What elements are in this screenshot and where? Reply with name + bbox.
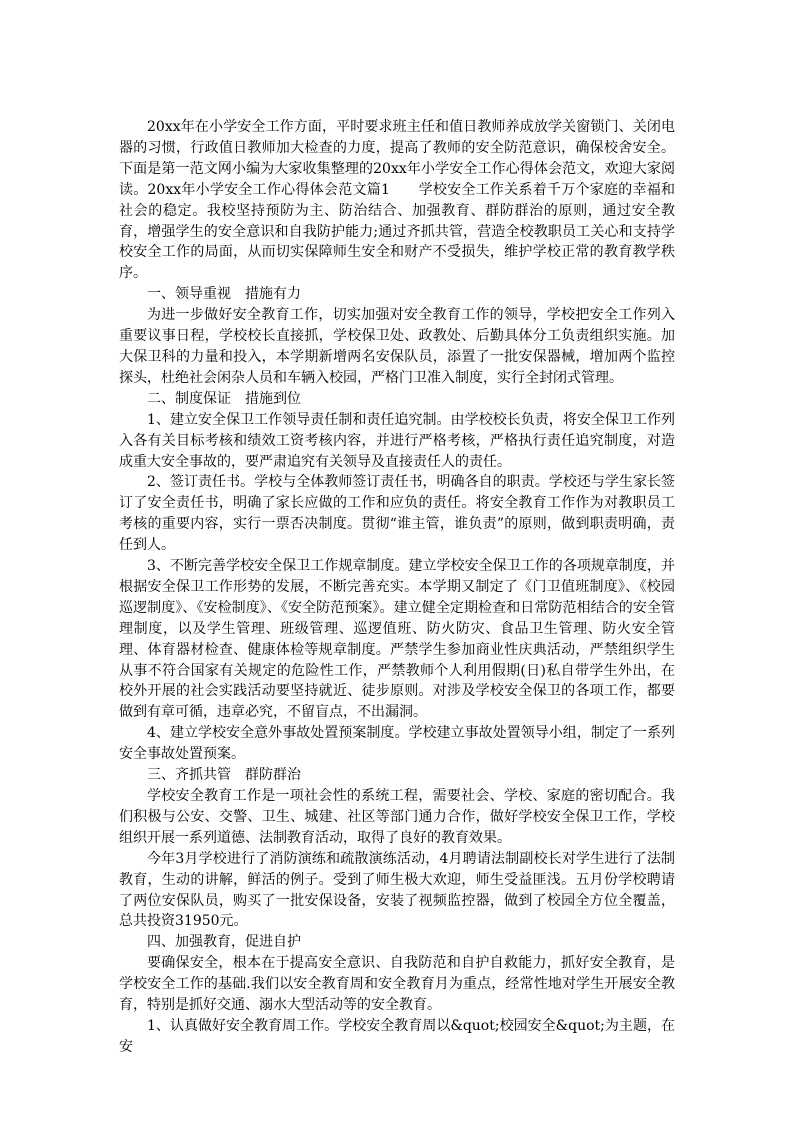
paragraph: 4、建立学校安全意外事故处置预案制度。学校建立事故处置领导小组，制定了一系列安全事故处置预案。 bbox=[119, 725, 675, 763]
paragraph: 今年3月学校进行了消防演练和疏散演练活动，4月聘请法制副校长对学生进行了法制教育，生动的讲解，鲜活的例子。受到了师生极大欢迎，师生受益匪浅。五月份学校聘请了两位安保队员，购买了一批安保设备，安装了视频监控器，做到了校园全方位全覆盖，总共投资31950元。 bbox=[119, 850, 675, 930]
paragraph: 学校安全教育工作是一项社会性的系统工程，需要社会、学校、家庭的密切配合。我们积极与公安、交警、卫生、城建、社区等部门通力合作，做好学校安全保卫工作，学校组织开展一系列道德、法制教育活动，取得了良好的教育效果。 bbox=[119, 788, 675, 846]
document-page bbox=[119, 117, 675, 1058]
paragraph: 1、建立安全保卫工作领导责任制和责任追究制。由学校校长负责，将安全保卫工作列入各有关目标考核和绩效工资考核内容，并进行严格考核，严格执行责任追究制度，对造成重大安全事故的，要严肃追究有关领导及直接责任人的责任。 bbox=[119, 411, 675, 470]
paragraph: 2、签订责任书。学校与全体教师签订责任书，明确各自的职责。学校还与学生家长签订了安全责任书，明确了家长应做的工作和应负的责任。将安全教育工作作为对教职员工考核的重要内容，实行一票否决制度。贯彻“谁主管，谁负责”的原则，做到职责明确，责任到人。 bbox=[119, 474, 675, 554]
paragraph: 要确保安全，根本在于提高安全意识、自我防范和自护自救能力，抓好安全教育，是学校安全工作的基础.我们以安全教育周和安全教育月为重点，经常性地对学生开展安全教育，特别是抓好交通、溺水大型活动等的安全教育。 bbox=[119, 955, 675, 1014]
intro-paragraph: 20xx年在小学安全工作方面，平时要求班主任和值日教师养成放学关窗锁门、关闭电器的习惯，行政值日教师加大检查的力度，提高了教师的安全防范意识，确保校舍安全。下面是第一范文网小编为大家收集整理的20xx年小学安全工作心得体会范文，欢迎大家阅读。20xx年小学安全工作心得体会范文篇1 学校安全工作关系着千万个家庭的幸福和社会的稳定。我校坚持预防为主、防治结合、加强教育、群防群治的原则，通过安全教育，增强学生的安全意识和自我防护能力;通过齐抓共管，营造全校教职员工关心和支持学校安全工作的局面，从而切实保障师生安全和财产不受损失，维护学校正常的教育教学秩序。 bbox=[119, 119, 675, 282]
section-heading-4: 四、加强教育，促进自护 bbox=[147, 934, 301, 951]
section-heading-3: 三、齐抓共管 群防群治 bbox=[147, 767, 301, 784]
paragraph: 1、认真做好安全教育周工作。学校安全教育周以&quot;校园安全&quot;为主题，在安 bbox=[119, 1017, 675, 1055]
section-heading-2: 二、制度保证 措施到位 bbox=[147, 390, 301, 407]
paragraph: 为进一步做好安全教育工作，切实加强对安全教育工作的领导，学校把安全工作列入重要议事日程，学校校长直接抓，学校保卫处、政教处、后勤具体分工负责组织实施。加大保卫科的力量和投入，本学期新增两名安保队员，添置了一批安保器械，增加两个监控探头，杜绝社会闲杂人员和车辆入校园，严格门卫准入制度，实行全封闭式管理。 bbox=[119, 307, 675, 386]
paragraph: 3、不断完善学校安全保卫工作规章制度。建立学校安全保卫工作的各项规章制度，并根据安全保卫工作形势的发展，不断完善充实。本学期又制定了《门卫值班制度》、《校园巡逻制度》、《安检制度》、《安全防范预案》。建立健全定期检查和日常防范相结合的安全管理制度，以及学生管理、班级管理、巡逻值班、防火防灾、食品卫生管理、防火安全管理、体育器材检查、健康体检等规章制度。严禁学生参加商业性庆典活动，严禁组织学生从事不符合国家有关规定的危险性工作，严禁教师个人利用假期(日)私自带学生外出，在校外开展的社会实践活动要坚持就近、徒步原则。对涉及学校安全保卫的各项工作，都要做到有章可循，违章必究，不留盲点，不出漏洞。 bbox=[119, 558, 675, 721]
section-heading-1: 一、领导重视 措施有力 bbox=[147, 286, 301, 303]
